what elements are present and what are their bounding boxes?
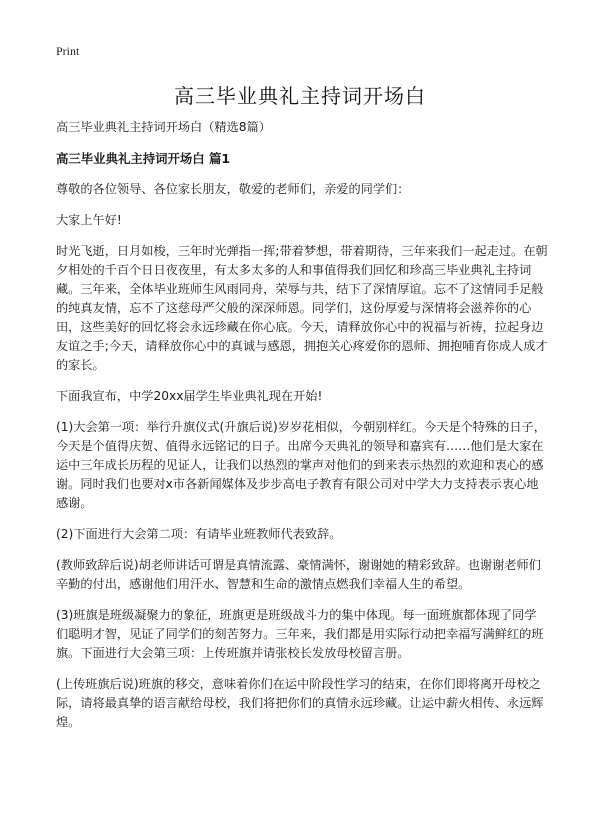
paragraph-announcement: 下面我宣布，中学20xx届学生毕业典礼现在开始! xyxy=(56,389,323,403)
article-body xyxy=(56,118,548,744)
page-title: 高三毕业典礼主持词开场白 xyxy=(174,84,426,108)
paragraph-opening: 时光飞逝，日月如梭，三年时光弹指一挥;带着梦想，带着期待，三年来我们一起走过。在朝夕相处的千百个日日夜夜里，有太多太多的人和事值得我们回忆和珍高三毕业典礼主持词藏。三年来，全体毕业班师生风雨同舟，荣辱与共，结下了深情厚谊。忘不了这情同手足般的纯真友情，忘不了这慈母严父般的深深师恩。同学们，这份厚爱与深情将会滋养你的心田，这些美好的回忆将会永远珍藏在你心底。今天，请释放你心中的祝福与祈祷，拉起身边友谊之手;今天，请释放你心中的真诚与感恩，拥抱关心疼爱你的恩师、拥抱哺育你成人成才的家长。 xyxy=(56,244,548,372)
article-subtitle: 高三毕业典礼主持词开场白（精选8篇） xyxy=(56,120,271,134)
paragraph-item-2: (2)下面进行大会第二项：有请毕业班教师代表致辞。 xyxy=(56,527,342,541)
paragraph-item-3: (3)班旗是班级凝聚力的象征，班旗更是班级战斗力的集中体现。每一面班旗都体现了同学们聪明才智，见证了同学们的刻苦努力。三年来，我们都是用实际行动把幸福写满鲜红的班旗。下面进行大会第三项：上传班旗并请张校长发放母校留言册。 xyxy=(56,608,544,660)
paragraph-salutation: 尊敬的各位领导、各位家长朋友，敬爱的老师们，亲爱的同学们： xyxy=(56,182,410,196)
paragraph-greeting: 大家上午好! xyxy=(56,213,122,227)
paragraph-item-1: (1)大会第一项：举行升旗仪式(升旗后说)岁岁花相似，今朝别样红。今天是个特殊的日子，今天是个值得庆贺、值得永远铭记的日子。出席今天典礼的领导和嘉宾有……他们是大家在运中三年成长历程的见证人，让我们以热烈的掌声对他们的到来表示热烈的欢迎和衷心的感谢。同时我们也要对x市各新闻媒体及步步高电子教育有限公司对中学大力支持表示衷心地感谢。 xyxy=(56,420,546,510)
print-link[interactable]: Print xyxy=(56,44,80,58)
section-heading: 高三毕业典礼主持词开场白 篇1 xyxy=(56,151,231,166)
paragraph-teacher-speech: (教师致辞后说)胡老师讲话可谓是真情流露、豪情满怀，谢谢她的精彩致辞。也谢谢老师们辛勤的付出，感谢他们用汗水、智慧和生命的激情点燃我们幸福人生的希望。 xyxy=(56,558,541,591)
paragraph-flag-transfer: (上传班旗后说)班旗的移交，意味着你们在运中阶段性学习的结束，在你们即将离开母校之际，请将最真挚的语言献给母校，我们将把你们的真情永远珍藏。让运中薪火相传、永远辉煌。 xyxy=(56,677,544,729)
